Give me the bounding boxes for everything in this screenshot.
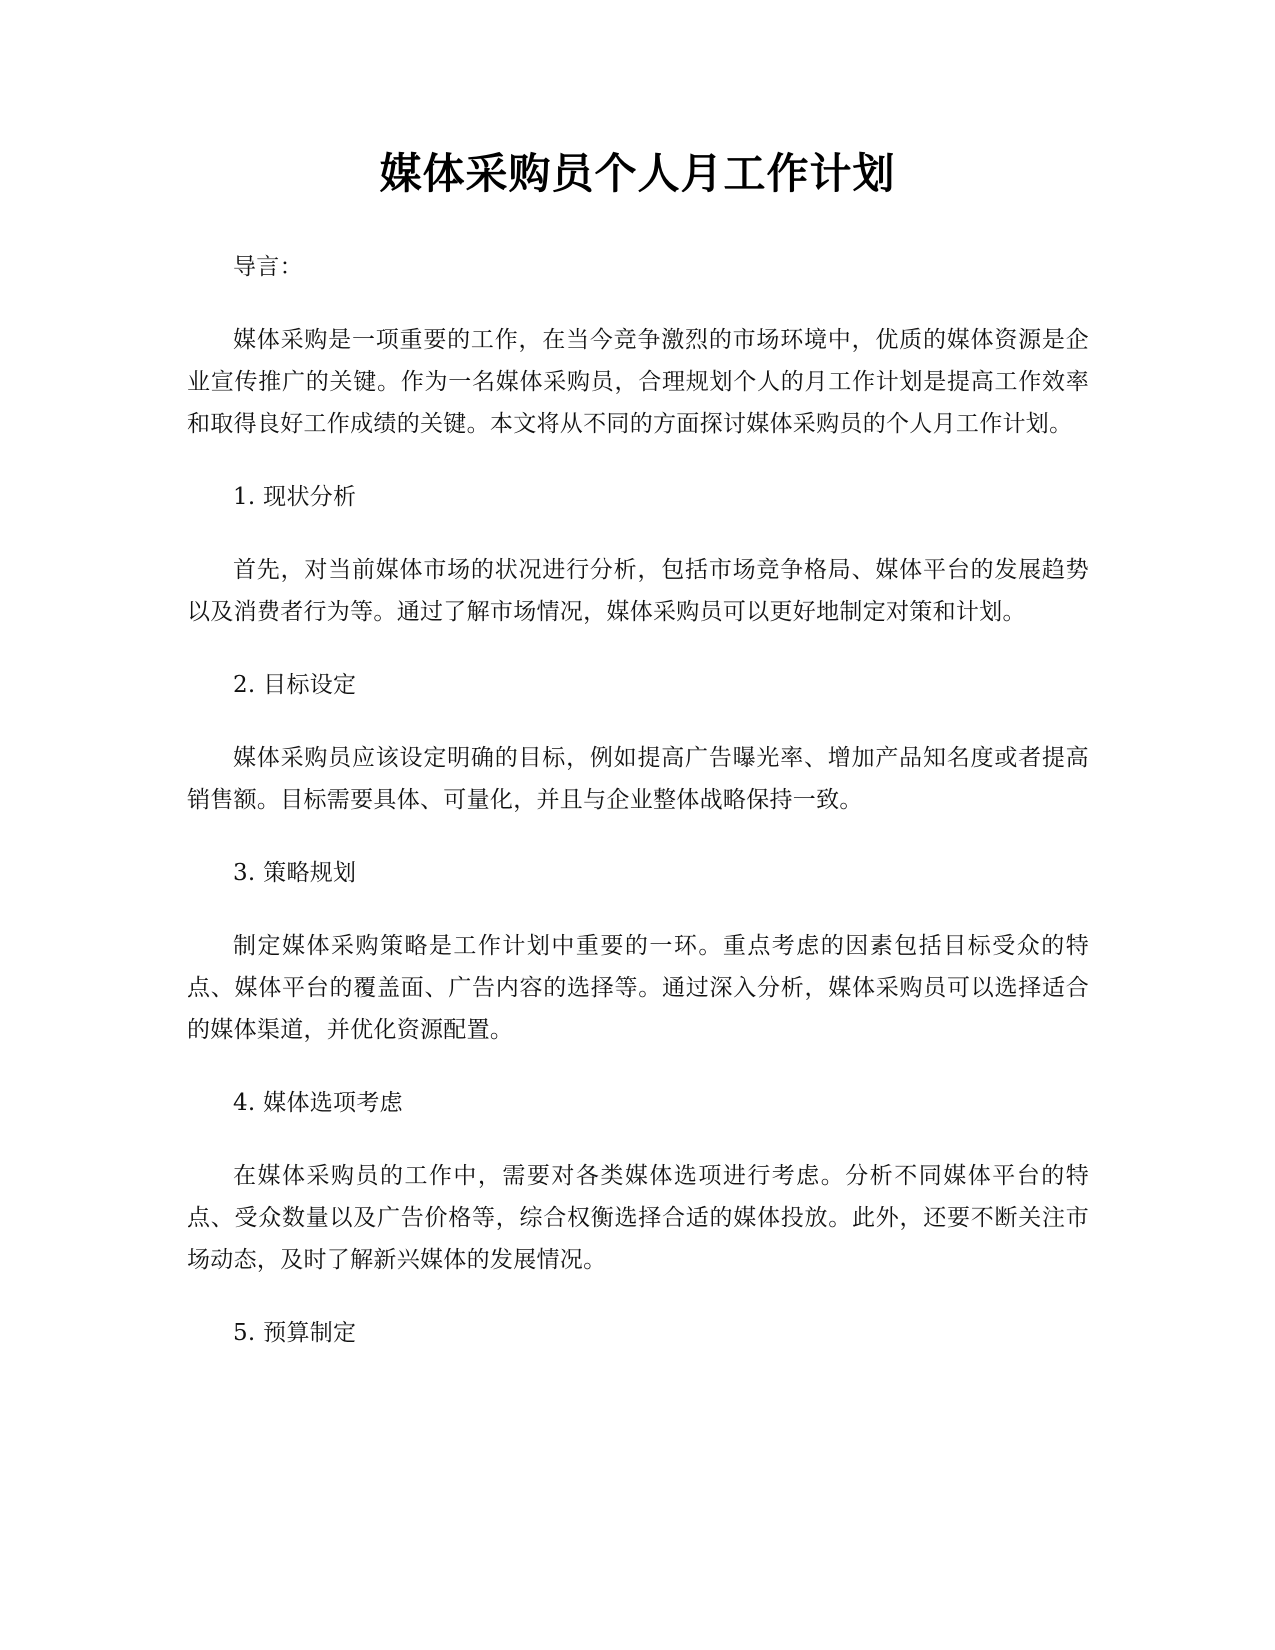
- intro-paragraph: 媒体采购是一项重要的工作，在当今竞争激烈的市场环境中，优质的媒体资源是企业宣传推广的关键。作为一名媒体采购员，合理规划个人的月工作计划是提高工作效率和取得良好工作成绩的关键。本文将从不同的方面探讨媒体采购员的个人月工作计划。: [187, 327, 1089, 437]
- document-title: 媒体采购员个人月工作计划: [379, 149, 896, 198]
- section-heading-budget: 5. 预算制定: [233, 1320, 357, 1346]
- section-body-strategy-planning: 制定媒体采购策略是工作计划中重要的一环。重点考虑的因素包括目标受众的特点、媒体平台的覆盖面、广告内容的选择等。通过深入分析，媒体采购员可以选择适合的媒体渠道，并优化资源配置。: [187, 933, 1089, 1043]
- intro-label: 导言：: [233, 254, 303, 280]
- section-body-goal-setting: 媒体采购员应该设定明确的目标，例如提高广告曝光率、增加产品知名度或者提高销售额。目标需要具体、可量化，并且与企业整体战略保持一致。: [187, 745, 1089, 813]
- document-body: [187, 246, 1089, 1385]
- section-heading-media-options: 4. 媒体选项考虑: [233, 1090, 403, 1116]
- section-body-media-options: 在媒体采购员的工作中，需要对各类媒体选项进行考虑。分析不同媒体平台的特点、受众数量以及广告价格等，综合权衡选择合适的媒体投放。此外，还要不断关注市场动态，及时了解新兴媒体的发展情况。: [187, 1163, 1089, 1273]
- section-heading-status-analysis: 1. 现状分析: [233, 484, 357, 510]
- section-heading-goal-setting: 2. 目标设定: [233, 672, 357, 698]
- section-body-status-analysis: 首先，对当前媒体市场的状况进行分析，包括市场竞争格局、媒体平台的发展趋势以及消费者行为等。通过了解市场情况，媒体采购员可以更好地制定对策和计划。: [187, 557, 1089, 625]
- section-heading-strategy-planning: 3. 策略规划: [233, 860, 357, 886]
